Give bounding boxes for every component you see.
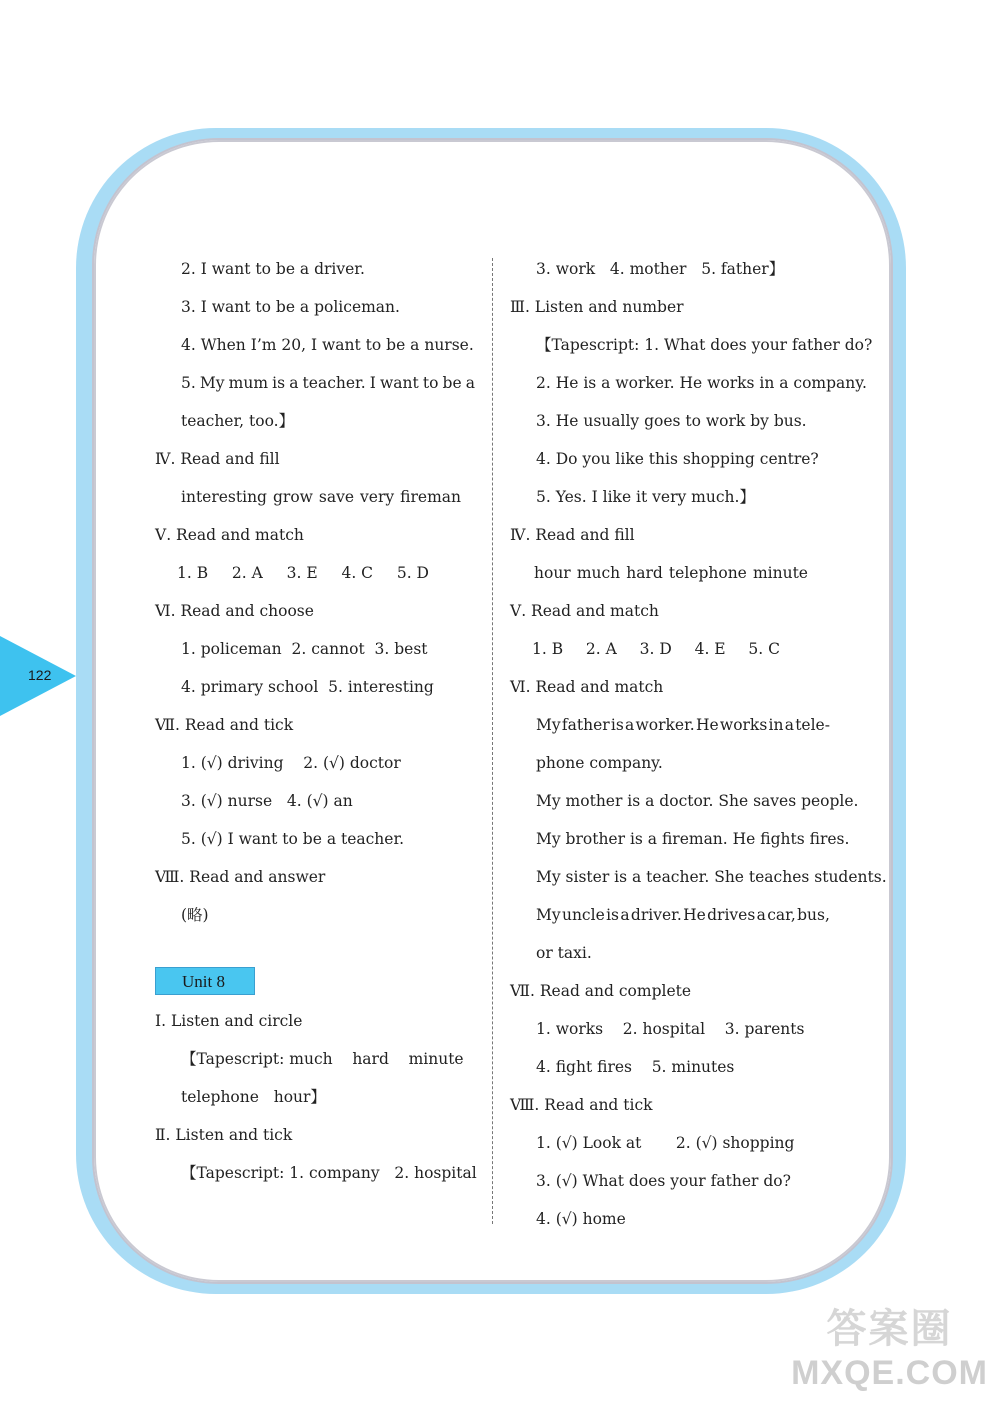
section-heading: Ⅷ. Read and tick: [510, 1096, 653, 1114]
answer-line: 1. (√) Look at 2. (√) shopping: [536, 1134, 795, 1152]
answer-line: 3. (√) What does your father do?: [536, 1172, 791, 1190]
answer-line: 1. policeman 2. cannot 3. best: [181, 640, 428, 658]
answer-line: or taxi.: [536, 944, 592, 962]
right-column: [510, 253, 887, 1241]
section-heading: Ⅵ. Read and match: [510, 678, 664, 696]
answer-line: 4. (√) home: [536, 1210, 626, 1228]
match-answers: 1. B 2. A 3. E 4. C 5. D: [177, 564, 429, 582]
site-watermark: [791, 1297, 988, 1393]
tapescript-line: 【Tapescript: 1. What does your father do?: [536, 336, 873, 354]
answer-line: phone company.: [536, 754, 663, 772]
answer-line: 4. When I’m 20, I want to be a nurse.: [181, 336, 474, 354]
section-heading: Ⅴ. Read and match: [510, 602, 659, 620]
section-heading: Ⅵ. Read and choose: [155, 602, 314, 620]
section-heading: Ⅳ. Read and fill: [510, 526, 635, 544]
answer-line: (略): [181, 906, 209, 924]
tapescript-line: 2. He is a worker. He works in a company.: [536, 374, 867, 392]
answer-line: teacher, too.】: [181, 412, 295, 430]
answer-line: 4. primary school 5. interesting: [181, 678, 434, 696]
match-answers: 1. B 2. A 3. D 4. E 5. C: [532, 640, 780, 658]
page-number: 122: [28, 667, 52, 683]
answer-line: 3. (√) nurse 4. (√) an: [181, 792, 353, 810]
word-bank: interesting grow save very fireman: [181, 488, 461, 506]
tapescript-line: 【Tapescript: much hard minute: [181, 1050, 464, 1068]
tapescript-line: 4. Do you like this shopping centre?: [536, 450, 819, 468]
tapescript-line: 5. Yes. I like it very much.】: [536, 488, 755, 506]
answer-line: 3. I want to be a policeman.: [181, 298, 400, 316]
tapescript-line: 3. work 4. mother 5. father】: [536, 260, 785, 278]
section-heading: Ⅰ. Listen and circle: [155, 1012, 303, 1030]
answer-line: 1. works 2. hospital 3. parents: [536, 1020, 805, 1038]
answer-line: 1. (√) driving 2. (√) doctor: [181, 754, 401, 772]
answer-line-justified: 5. My mum is a teacher. I want to be a: [181, 374, 475, 392]
section-heading: Ⅶ. Read and tick: [155, 716, 294, 734]
word-bank: hour much hard telephone minute: [534, 564, 808, 582]
watermark-logo-text: 答案圈: [826, 1307, 953, 1351]
column-divider: [492, 258, 493, 1224]
answer-line: 2. I want to be a driver.: [181, 260, 365, 278]
answer-line-justified: My uncle is a driver. He drives a car, bus,: [536, 906, 830, 924]
answer-line: My sister is a teacher. She teaches students.: [536, 868, 887, 886]
section-heading: Ⅱ. Listen and tick: [155, 1126, 293, 1144]
section-heading: Ⅳ. Read and fill: [155, 450, 280, 468]
watermark-url: MXQE.COM: [791, 1354, 988, 1392]
answer-line: 5. (√) I want to be a teacher.: [181, 830, 405, 848]
unit-title-badge: Unit 8: [155, 967, 255, 995]
tapescript-line: 【Tapescript: 1. company 2. hospital: [181, 1164, 477, 1182]
left-column: [155, 253, 475, 1195]
answer-line: 4. fight fires 5. minutes: [536, 1058, 735, 1076]
answer-line: My brother is a fireman. He fights fires.: [536, 830, 850, 848]
section-heading: Ⅴ. Read and match: [155, 526, 304, 544]
section-heading: Ⅲ. Listen and number: [510, 298, 684, 316]
answer-line: My mother is a doctor. She saves people.: [536, 792, 859, 810]
tapescript-line: 3. He usually goes to work by bus.: [536, 412, 807, 430]
section-heading: Ⅶ. Read and complete: [510, 982, 692, 1000]
section-heading: Ⅷ. Read and answer: [155, 868, 326, 886]
tapescript-line: telephone hour】: [181, 1088, 326, 1106]
answer-line-justified: My father is a worker. He works in a tele-: [536, 716, 830, 734]
